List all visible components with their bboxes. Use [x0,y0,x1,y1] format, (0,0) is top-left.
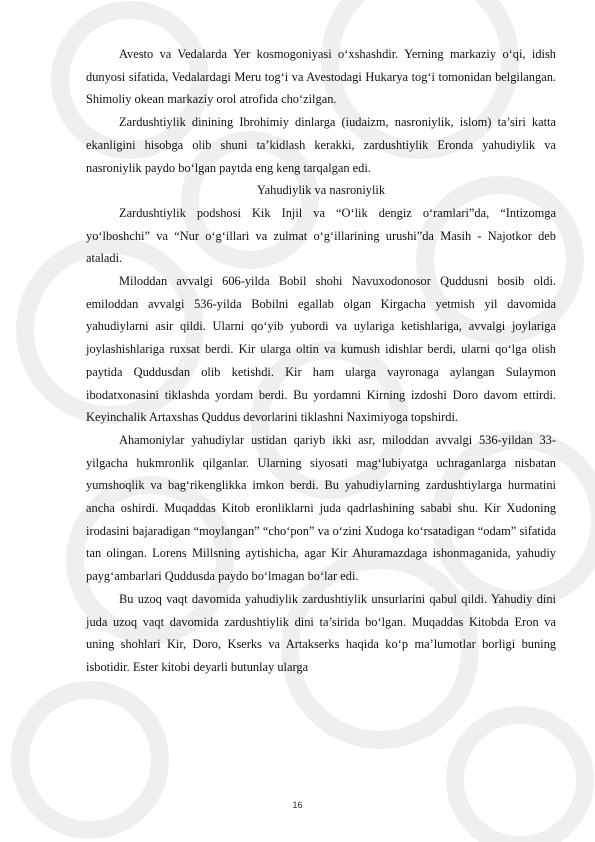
paragraph: Zardushtiylik dinining Ibrohimiy dinlarga (iudaizm, nasroniylik, islom) ta’siri katta ekanligini hisobga olib shuni ta’kidlash kerakki, zardushtiylik Eronda yahudiylik va nasroniylik paydo bo‘lgan paytda eng keng tarqalgan edi. [86,115,556,175]
paragraph: Ahamoniylar yahudiylar ustidan qariyb ikki asr, miloddan avvalgi 536-yildan 33-yilgacha hukmronlik qilganlar. Ularning siyosati mag‘lubiyatga uchraganlarga nisbatan yumshoqlik va bag‘rikenglikka imkon berdi. Bu yahudiylarning zardushtiylarga hurmatini ancha oshirdi. Muqaddas Kitob eronliklarni juda qadrlashining sababi shu. Kir Xudoning irodasini bajaradigan “moylangan” “cho‘pon” va o‘zini Xudoga ko‘rsatadigan “odam” sifatida tan olingan. Lorens Millsning aytishicha, agar Kir Ahuramazdaga ishonmaganida, yahudiy payg‘ambarlari Quddusda paydo bo‘lmagan bo‘lar edi. [86,432,556,584]
paragraph: Miloddan avvalgi 606-yilda Bobil shohi Navuxodonosor Quddusni bosib oldi. emiloddan avvalgi 536-yilda Bobilni egallab olgan Kirgacha yetmish yil davomida yahudiylarni asir qildi. Ularni qo‘yib yubordi va uylariga ketishlariga, avvalgi joylariga joylashishlariga ruxsat berdi. Kir ularga oltin va kumush idishlar berdi, ularni qo‘lga olish paytida Quddusdan olib ketishdi. Kir ham ularga vayronaga aylangan Sulaymon ibodatxonasini tiklashda yordam berdi. Bu yordamni Kirning izdoshi Doro davom ettirdi. Keyinchalik Artaxshas Quddus devorlarini tiklashni Naximiyoga topshirdi. [86,274,556,425]
paragraph: Bu uzoq vaqt davomida yahudiylik zardushtiylik unsurlarini qabul qildi. Yahudiy dini juda uzoq vaqt davomida zardushtiylik dini ta’sirida bo‘lgan. Muqaddas Kitobda Eron va uning shohlari Kir, Doro, Kserks va Artakserks haqida ko‘p ma’lumotlar borligi buning isbotidir. Ester kitobi deyarli butunlay ularga [86,591,556,674]
paragraph: Zardushtiylik podshosi Kik Injil va “O‘lik dengiz o‘ramlari”da, “Intizomga yo‘lboshchi” va “Nur o‘g‘illari va zulmat o‘g‘illarining urushi”da Masih - Najotkor deb ataladi. [86,205,556,266]
page-number: 16 [292,800,303,810]
body-text [86,43,556,679]
paragraph: Avesto va Vedalarda Yer kosmogoniyasi o‘xshashdir. Yerning markaziy o‘qi, idish dunyosi sifatida, Vedalardagi Meru tog‘i va Avestodagi Hukarya tog‘i tomonidan belgilangan. Shimoliy okean markaziy orol atrofida cho‘zilgan. [86,47,556,107]
section-heading: Yahudiylik va nasroniylik [256,183,386,198]
